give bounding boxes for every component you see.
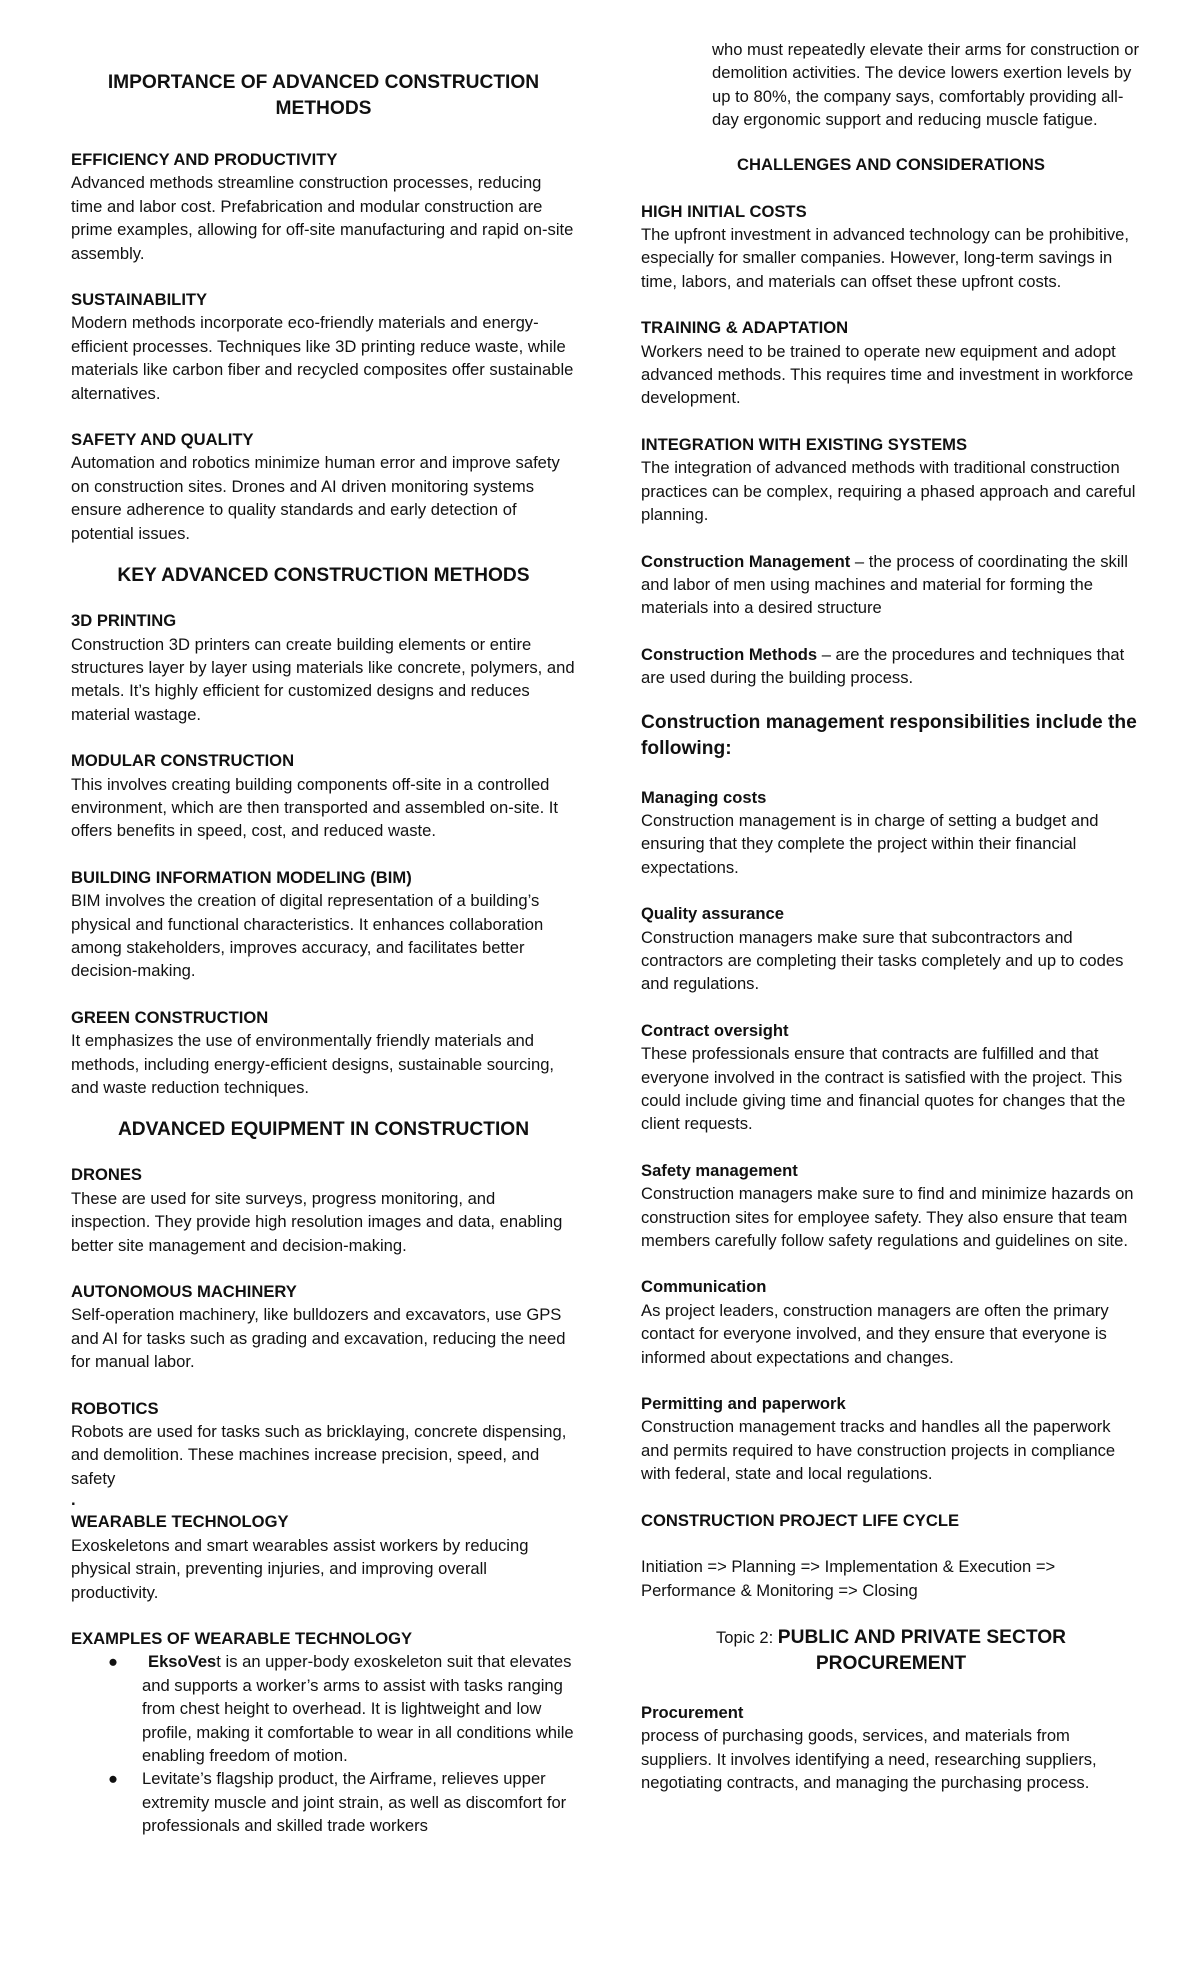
item-text: This involves creating building components off-site in a controlled environment, which are then transported and assembled on-site. It offers benefits in speed, cost, and reduced waste.: [71, 774, 559, 841]
item-text: Workers need to be trained to operate new equipment and adopt advanced methods. This requires time and investment in workforce development.: [641, 341, 1134, 408]
item-heading: TRAINING & ADAPTATION: [641, 318, 849, 338]
definition-text: – are the procedures and techniques that are used during the building process.: [641, 644, 1125, 688]
responsibility-item: [641, 1159, 1141, 1253]
responsibility-item: [641, 1019, 1141, 1136]
importance-title: IMPORTANCE OF ADVANCED CONSTRUCTION METHODS: [107, 72, 540, 119]
item-heading: MODULAR CONSTRUCTION: [71, 751, 295, 771]
method-item: [71, 749, 576, 843]
item-text: Exoskeletons and smart wearables assist workers by reducing physical strain, preventing injuries, and improving overall productivity.: [71, 1535, 529, 1602]
item-text: The upfront investment in advanced technology can be prohibitive, especially for smaller companies. However, long-term savings in time, labors, and materials can offset these upfront costs.: [641, 225, 1129, 291]
item-text: As project leaders, construction managers are often the primary contact for everyone involved, and they ensure that everyone is informed about expectations and changes.: [641, 1300, 1109, 1367]
item-text: These professionals ensure that contracts are fulfilled and that everyone involved in the contract is satisfied with the project. This could include giving time and financial quotes for changes that the client requests.: [641, 1044, 1126, 1134]
bullet-icon: ●: [108, 1652, 119, 1672]
item-text: It emphasizes the use of environmentally friendly materials and methods, including energy-efficient designs, sustainable sourcing, and waste reduction techniques.: [71, 1031, 555, 1097]
item-heading: Managing costs: [641, 787, 767, 807]
equipment-item: [71, 1280, 576, 1374]
responsibility-item: [641, 1392, 1141, 1486]
bullet-icon: ●: [108, 1769, 119, 1789]
item-text: Self-operation machinery, like bulldozers and excavators, use GPS and AI for tasks such as grading and excavation, reducing the need for manual labor.: [71, 1305, 566, 1372]
item-heading: GREEN CONSTRUCTION: [71, 1007, 269, 1027]
item-text: Construction management is in charge of setting a budget and ensuring that they complete the project within their financial expectations.: [641, 810, 1099, 877]
right-column: [641, 0, 1141, 1795]
stray-dot: .: [71, 1490, 76, 1510]
item-text: Construction managers make sure to find and minimize hazards on construction sites for employee safety. They also ensure that team members carefully follow safety regulations and guidelines on site.: [641, 1184, 1134, 1251]
topic-heading: [641, 1625, 1141, 1677]
item-heading: HIGH INITIAL COSTS: [641, 201, 807, 221]
item-heading: Procurement: [641, 1702, 744, 1722]
item-text: Construction managers make sure that subcontractors and contractors are completing their tasks completely and up to codes and regulations.: [641, 927, 1124, 994]
challenge-item: [641, 316, 1141, 410]
equipment-item: [71, 1163, 576, 1257]
bullet-text: t is an upper-body exoskeleton suit that elevates and supports a worker’s arms to assist with tasks ranging from chest height to overhead. It is lightweight and low profile, making it comfortable to wear in all conditions while enabling freedom of motion.: [142, 1652, 574, 1765]
method-item: [71, 866, 576, 983]
responsibility-item: [641, 786, 1141, 880]
item-heading: Permitting and paperwork: [641, 1394, 846, 1414]
topic-title: PUBLIC AND PRIVATE SECTOR PROCUREMENT: [777, 1626, 1066, 1674]
responsibilities-title: Construction management responsibilities include the following:: [641, 711, 1137, 759]
item-heading: SUSTAINABILITY: [71, 290, 208, 310]
equipment-title: ADVANCED EQUIPMENT IN CONSTRUCTION: [117, 1119, 530, 1141]
item-heading: ROBOTICS: [71, 1398, 159, 1418]
item-heading: BUILDING INFORMATION MODELING (BIM): [71, 867, 412, 887]
life-cycle-title: CONSTRUCTION PROJECT LIFE CYCLE: [641, 1510, 960, 1530]
list-item: [71, 1650, 576, 1767]
item-heading: Contract oversight: [641, 1020, 789, 1040]
examples-list: [71, 1650, 576, 1837]
item-heading: SAFETY AND QUALITY: [71, 430, 254, 450]
item-text: Construction 3D printers can create building elements or entire structures layer by layer using materials like concrete, polymers, and metals. It’s highly efficient for customized designs and reduces material wastage.: [71, 634, 575, 724]
importance-item: [71, 148, 576, 265]
item-text: Automation and robotics minimize human error and improve safety on construction sites. Drones and AI driven monitoring systems ensure adherence to quality standards and early detection of potential issues.: [71, 453, 560, 543]
item-heading: INTEGRATION WITH EXISTING SYSTEMS: [641, 434, 968, 454]
topic-label: Topic 2:: [716, 1627, 778, 1647]
item-heading: Quality assurance: [641, 904, 784, 924]
list-item: [71, 1767, 576, 1837]
key-methods-title: KEY ADVANCED CONSTRUCTION METHODS: [117, 565, 530, 587]
product-name: EksoVes: [148, 1652, 217, 1672]
definition-text: – the process of coordinating the skill and labor of men using machines and material for forming the materials into a desired structure: [641, 551, 1128, 618]
challenge-item: [641, 433, 1141, 527]
item-heading: Communication: [641, 1277, 767, 1297]
item-text: The integration of advanced methods with traditional construction practices can be complex, requiring a phased approach and careful planning.: [641, 458, 1136, 525]
importance-item: [71, 428, 576, 545]
item-heading: 3D PRINTING: [71, 611, 177, 631]
item-heading: Safety management: [641, 1160, 798, 1180]
item-heading: AUTONOMOUS MACHINERY: [71, 1282, 297, 1302]
item-text: BIM involves the creation of digital representation of a building’s physical and functional characteristics. It enhances collaboration among stakeholders, improves accuracy, and facilitates better decision-making.: [71, 891, 544, 981]
challenges-title: CHALLENGES AND CONSIDERATIONS: [737, 154, 1045, 174]
equipment-item: [71, 1510, 576, 1604]
definition-construction-management: [641, 550, 1141, 620]
item-text: Modern methods incorporate eco-friendly materials and energy-efficient processes. Techniques like 3D printing reduce waste, while materials like carbon fiber and recycled composites offer sustainable alternatives.: [71, 313, 574, 403]
item-text: process of purchasing goods, services, and materials from suppliers. It involves identifying a need, researching suppliers, negotiating contracts, and managing the purchasing process.: [641, 1726, 1097, 1793]
life-cycle-text: Initiation => Planning => Implementation & Execution => Performance & Monitoring => Closing: [641, 1557, 1056, 1600]
item-text: Advanced methods streamline construction processes, reducing time and labor cost. Prefabrication and modular construction are prime examples, allowing for off-site manufacturing and rapid on-site assembly.: [71, 173, 574, 263]
item-heading: EFFICIENCY AND PRODUCTIVITY: [71, 150, 338, 169]
method-item: [71, 609, 576, 726]
left-column: [71, 0, 576, 1838]
definition-term: Construction Management: [641, 551, 851, 571]
examples-heading: EXAMPLES OF WEARABLE TECHNOLOGY: [71, 1628, 413, 1648]
procurement-block: [641, 1701, 1141, 1795]
responsibility-item: [641, 902, 1141, 996]
item-heading: WEARABLE TECHNOLOGY: [71, 1512, 289, 1532]
challenge-item: [641, 200, 1141, 294]
item-text: These are used for site surveys, progress monitoring, and inspection. They provide high resolution images and data, enabling better site management and decision-making.: [71, 1188, 563, 1255]
definition-construction-methods: [641, 643, 1141, 690]
definition-term: Construction Methods: [641, 644, 818, 664]
item-text: Robots are used for tasks such as bricklaying, concrete dispensing, and demolition. These machines increase precision, speed, and safety: [71, 1422, 567, 1488]
equipment-item: [71, 1397, 576, 1491]
bullet-continuation: who must repeatedly elevate their arms for construction or demolition activities. The device lowers exertion levels by up to 80%, the company says, comfortably providing all-day ergonomic support and reducing muscle fatigue.: [712, 40, 1140, 130]
bullet-text: Levitate’s flagship product, the Airframe, relieves upper extremity muscle and joint strain, as well as discomfort for professionals and skilled trade workers: [142, 1769, 567, 1836]
importance-item: [71, 288, 576, 405]
item-heading: DRONES: [71, 1165, 142, 1185]
item-text: Construction management tracks and handles all the paperwork and permits required to have construction projects in compliance with federal, state and local regulations.: [641, 1417, 1116, 1484]
responsibility-item: [641, 1275, 1141, 1369]
method-item: [71, 1006, 576, 1100]
